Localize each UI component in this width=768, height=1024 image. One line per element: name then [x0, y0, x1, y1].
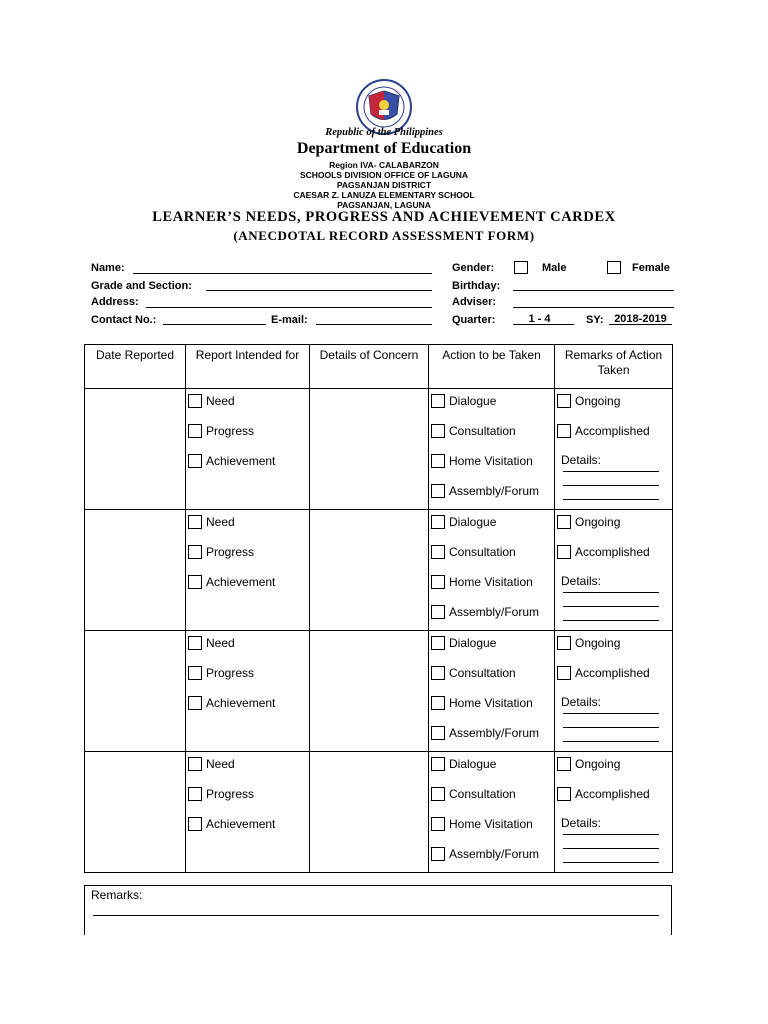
district-label: PAGSANJAN DISTRICT	[336, 180, 432, 190]
achievement-option[interactable]	[188, 453, 275, 468]
progress-option[interactable]	[188, 423, 254, 438]
gender-label: Gender:	[452, 262, 495, 274]
report-intended-for-cell	[186, 752, 310, 873]
achievement-label: Achievement	[206, 695, 276, 710]
assembly-forum-label: Assembly/Forum	[449, 483, 540, 498]
progress-checkbox[interactable]	[188, 424, 202, 438]
details-line[interactable]	[563, 471, 659, 472]
remarks-box[interactable]	[84, 885, 672, 935]
need-option[interactable]	[188, 635, 235, 650]
details-line[interactable]	[563, 606, 659, 607]
details-label: Details:	[561, 453, 602, 467]
home-visitation-option[interactable]	[431, 695, 533, 710]
date-reported-cell[interactable]	[85, 752, 186, 873]
table-row	[85, 510, 673, 631]
sy-label: SY:	[586, 314, 604, 326]
header-details-of-concern: Details of Concern	[310, 345, 429, 389]
remarks-of-action-cell	[555, 752, 673, 873]
progress-label: Progress	[206, 786, 255, 801]
town-label: PAGSANJAN, LAGUNA	[337, 200, 431, 210]
details-line[interactable]	[563, 485, 659, 486]
details-label: Details:	[561, 695, 602, 709]
achievement-checkbox[interactable]	[188, 696, 202, 710]
birthday-field[interactable]	[513, 290, 674, 291]
remarks-of-action-cell	[555, 631, 673, 752]
assembly-forum-option[interactable]	[431, 483, 539, 498]
assembly-forum-label: Assembly/Forum	[449, 725, 540, 740]
need-option[interactable]	[188, 393, 235, 408]
home-visitation-checkbox[interactable]	[431, 696, 445, 710]
ongoing-option[interactable]	[557, 393, 620, 408]
consultation-checkbox[interactable]	[431, 666, 445, 680]
accomplished-checkbox[interactable]	[557, 666, 571, 680]
accomplished-checkbox[interactable]	[557, 545, 571, 559]
accomplished-label: Accomplished	[575, 544, 650, 559]
details-line[interactable]	[563, 592, 659, 593]
details-line[interactable]	[563, 848, 659, 849]
accomplished-label: Accomplished	[575, 423, 650, 438]
home-visitation-label: Home Visitation	[449, 574, 533, 589]
details-label: Details:	[561, 574, 602, 588]
header-action-to-be-taken: Action to be Taken	[429, 345, 555, 389]
ongoing-checkbox[interactable]	[557, 636, 571, 650]
grade-section-label: Grade and Section:	[91, 280, 192, 292]
region-label: Region IVA- CALABARZON	[329, 160, 439, 170]
dialogue-checkbox[interactable]	[431, 394, 445, 408]
details-line[interactable]	[563, 620, 659, 621]
ongoing-option[interactable]	[557, 514, 620, 529]
header-date-reported: Date Reported	[85, 345, 186, 389]
consultation-checkbox[interactable]	[431, 545, 445, 559]
email-field[interactable]	[316, 324, 432, 325]
dialogue-label: Dialogue	[449, 635, 497, 650]
anecdotal-record-table	[84, 344, 673, 873]
dialogue-option[interactable]	[431, 514, 496, 529]
need-option[interactable]	[188, 514, 235, 529]
home-visitation-option[interactable]	[431, 816, 533, 831]
need-checkbox[interactable]	[188, 394, 202, 408]
ongoing-checkbox[interactable]	[557, 757, 571, 771]
remarks-line[interactable]	[93, 915, 659, 916]
progress-label: Progress	[206, 665, 255, 680]
dialogue-checkbox[interactable]	[431, 636, 445, 650]
report-intended-for-cell	[186, 510, 310, 631]
ongoing-option[interactable]	[557, 635, 620, 650]
details-label: Details:	[561, 816, 602, 830]
need-label: Need	[206, 635, 235, 650]
home-visitation-label: Home Visitation	[449, 695, 533, 710]
ongoing-label: Ongoing	[575, 393, 621, 408]
assembly-forum-checkbox[interactable]	[431, 605, 445, 619]
need-checkbox[interactable]	[188, 515, 202, 529]
details-line[interactable]	[563, 713, 659, 714]
dialogue-label: Dialogue	[449, 393, 497, 408]
action-to-be-taken-cell	[429, 510, 555, 631]
female-checkbox[interactable]	[607, 261, 621, 274]
home-visitation-label: Home Visitation	[449, 816, 533, 831]
division-label: SCHOOLS DIVISION OFFICE OF LAGUNA	[299, 170, 469, 180]
home-visitation-checkbox[interactable]	[431, 454, 445, 468]
need-label: Need	[206, 756, 235, 771]
dialogue-label: Dialogue	[449, 514, 497, 529]
details-line[interactable]	[563, 834, 659, 835]
home-visitation-checkbox[interactable]	[431, 575, 445, 589]
consultation-checkbox[interactable]	[431, 787, 445, 801]
dialogue-option[interactable]	[431, 756, 496, 771]
department-label: Department of Education	[296, 140, 472, 157]
ongoing-checkbox[interactable]	[557, 515, 571, 529]
accomplished-option[interactable]	[557, 544, 650, 559]
contact-label: Contact No.:	[91, 314, 157, 326]
progress-checkbox[interactable]	[188, 666, 202, 680]
ongoing-label: Ongoing	[575, 514, 621, 529]
name-field[interactable]	[133, 273, 432, 274]
achievement-label: Achievement	[206, 574, 276, 589]
achievement-option[interactable]	[188, 695, 275, 710]
remarks-of-action-cell	[555, 389, 673, 510]
quarter-value: 1 - 4	[528, 313, 551, 325]
progress-checkbox[interactable]	[188, 787, 202, 801]
address-field[interactable]	[146, 307, 432, 308]
achievement-checkbox[interactable]	[188, 817, 202, 831]
accomplished-label: Accomplished	[575, 665, 650, 680]
need-label: Need	[206, 393, 235, 408]
need-label: Need	[206, 514, 235, 529]
consultation-option[interactable]	[431, 544, 516, 559]
achievement-checkbox[interactable]	[188, 575, 202, 589]
progress-checkbox[interactable]	[188, 545, 202, 559]
report-intended-for-cell	[186, 631, 310, 752]
assembly-forum-option[interactable]	[431, 725, 539, 740]
details-line[interactable]	[563, 499, 659, 500]
action-to-be-taken-cell	[429, 389, 555, 510]
male-checkbox[interactable]	[514, 261, 528, 274]
achievement-label: Achievement	[206, 816, 276, 831]
assembly-forum-checkbox[interactable]	[431, 726, 445, 740]
consultation-option[interactable]	[431, 665, 516, 680]
remarks-label: Remarks:	[91, 888, 143, 902]
home-visitation-option[interactable]	[431, 453, 533, 468]
republic-label: Republic of the Philippines	[325, 127, 443, 138]
date-reported-cell[interactable]	[85, 389, 186, 510]
consultation-checkbox[interactable]	[431, 424, 445, 438]
details-line[interactable]	[563, 741, 659, 742]
dialogue-label: Dialogue	[449, 756, 497, 771]
dialogue-checkbox[interactable]	[431, 515, 445, 529]
home-visitation-option[interactable]	[431, 574, 533, 589]
contact-field[interactable]	[163, 324, 266, 325]
consultation-label: Consultation	[449, 423, 516, 438]
assembly-forum-option[interactable]	[431, 604, 539, 619]
details-of-concern-cell[interactable]	[310, 510, 429, 631]
female-label: Female	[632, 262, 670, 274]
adviser-field[interactable]	[513, 307, 674, 308]
achievement-checkbox[interactable]	[188, 454, 202, 468]
progress-option[interactable]	[188, 544, 254, 559]
date-reported-cell[interactable]	[85, 510, 186, 631]
progress-option[interactable]	[188, 786, 254, 801]
consultation-option[interactable]	[431, 786, 516, 801]
accomplished-checkbox[interactable]	[557, 787, 571, 801]
assembly-forum-label: Assembly/Forum	[449, 846, 540, 861]
report-intended-for-cell	[186, 389, 310, 510]
details-line[interactable]	[563, 727, 659, 728]
progress-option[interactable]	[188, 665, 254, 680]
date-reported-cell[interactable]	[85, 631, 186, 752]
male-label: Male	[542, 262, 567, 274]
achievement-option[interactable]	[188, 816, 275, 831]
table-header-row	[85, 345, 673, 389]
details-of-concern-cell[interactable]	[310, 389, 429, 510]
name-label: Name:	[91, 262, 125, 274]
dialogue-checkbox[interactable]	[431, 757, 445, 771]
remarks-of-action-cell	[555, 510, 673, 631]
birthday-label: Birthday:	[452, 280, 501, 292]
school-label: CAESAR Z. LANUZA ELEMENTARY SCHOOL	[293, 190, 475, 200]
sy-value: 2018-2019	[614, 313, 667, 325]
action-to-be-taken-cell	[429, 752, 555, 873]
progress-label: Progress	[206, 423, 255, 438]
form-subtitle: (ANECDOTAL RECORD ASSESSMENT FORM)	[233, 228, 535, 243]
ongoing-checkbox[interactable]	[557, 394, 571, 408]
header-report-intended-for: Report Intended for	[186, 345, 310, 389]
table-row	[85, 631, 673, 752]
header-remarks-of-action-taken: Remarks of Action Taken	[555, 345, 673, 389]
ongoing-label: Ongoing	[575, 635, 621, 650]
consultation-label: Consultation	[449, 544, 516, 559]
details-of-concern-cell[interactable]	[310, 752, 429, 873]
accomplished-checkbox[interactable]	[557, 424, 571, 438]
form-title: LEARNER’S NEEDS, PROGRESS AND ACHIEVEMENT CARDEX	[152, 209, 616, 225]
achievement-option[interactable]	[188, 574, 275, 589]
consultation-label: Consultation	[449, 665, 516, 680]
need-checkbox[interactable]	[188, 636, 202, 650]
details-line[interactable]	[563, 862, 659, 863]
grade-section-field[interactable]	[206, 290, 432, 291]
assembly-forum-option[interactable]	[431, 846, 539, 861]
accomplished-option[interactable]	[557, 423, 650, 438]
dialogue-option[interactable]	[431, 635, 496, 650]
home-visitation-checkbox[interactable]	[431, 817, 445, 831]
accomplished-option[interactable]	[557, 665, 650, 680]
progress-label: Progress	[206, 544, 255, 559]
achievement-label: Achievement	[206, 453, 276, 468]
ongoing-label: Ongoing	[575, 756, 621, 771]
quarter-label: Quarter:	[452, 314, 496, 326]
address-label: Address:	[91, 296, 139, 308]
consultation-label: Consultation	[449, 786, 516, 801]
assembly-forum-checkbox[interactable]	[431, 847, 445, 861]
home-visitation-label: Home Visitation	[449, 453, 533, 468]
adviser-label: Adviser:	[452, 296, 497, 308]
action-to-be-taken-cell	[429, 631, 555, 752]
accomplished-label: Accomplished	[575, 786, 650, 801]
table-row	[85, 389, 673, 510]
table-row	[85, 752, 673, 873]
accomplished-option[interactable]	[557, 786, 650, 801]
dialogue-option[interactable]	[431, 393, 496, 408]
email-label: E-mail:	[271, 314, 308, 326]
need-checkbox[interactable]	[188, 757, 202, 771]
assembly-forum-label: Assembly/Forum	[449, 604, 540, 619]
details-of-concern-cell[interactable]	[310, 631, 429, 752]
assembly-forum-checkbox[interactable]	[431, 484, 445, 498]
need-option[interactable]	[188, 756, 235, 771]
ongoing-option[interactable]	[557, 756, 620, 771]
consultation-option[interactable]	[431, 423, 516, 438]
